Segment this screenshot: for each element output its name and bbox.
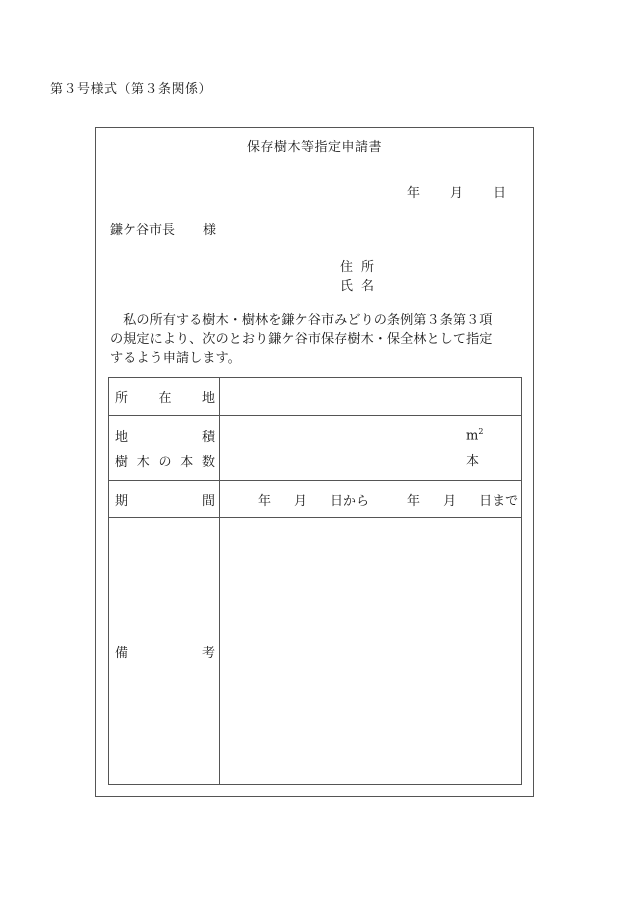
application-statement bbox=[110, 311, 524, 368]
form-number: 第３号様式（第３条関係） bbox=[50, 82, 213, 97]
applicant-name-label: 氏名 bbox=[340, 279, 383, 294]
period-fields bbox=[220, 490, 521, 509]
document-title: 保存樹木等指定申請書 bbox=[246, 140, 382, 155]
period-month-from: 月 bbox=[294, 493, 308, 509]
period-day-from: 日から bbox=[330, 493, 370, 509]
area-unit bbox=[466, 427, 483, 443]
statement-line: 私の所有する樹木・樹林を鎌ケ谷市みどりの条例第３条第３項 bbox=[110, 313, 493, 328]
area-unit-base: m bbox=[466, 428, 479, 444]
period-input-cell[interactable] bbox=[220, 481, 522, 518]
application-form bbox=[95, 127, 534, 797]
table-row-remarks bbox=[109, 518, 522, 785]
area-input-cell[interactable] bbox=[220, 416, 522, 481]
table-row-area bbox=[109, 416, 522, 481]
tree-count-unit: 本 bbox=[466, 453, 480, 469]
table-row-location bbox=[109, 378, 522, 416]
addressee-name: 鎌ケ谷市長 bbox=[110, 223, 176, 238]
remarks-label-cell bbox=[109, 518, 220, 785]
location-label: 所 在 地 bbox=[115, 391, 215, 406]
tree-count-label: 樹 木 の 本 数 bbox=[115, 455, 215, 470]
addressee bbox=[110, 219, 216, 238]
date-year-label: 年 bbox=[407, 186, 421, 201]
addressee-honorific: 様 bbox=[203, 223, 217, 238]
statement-line: するよう申請します。 bbox=[110, 351, 241, 366]
remarks-label: 備 考 bbox=[115, 645, 215, 661]
area-unit-superscript: 2 bbox=[478, 427, 484, 437]
application-table bbox=[108, 377, 522, 785]
area-label-cell bbox=[109, 416, 220, 481]
period-label: 期 間 bbox=[115, 493, 215, 509]
period-month-to: 月 bbox=[443, 493, 457, 509]
applicant-address-label: 住所 bbox=[340, 260, 383, 275]
remarks-input-cell[interactable] bbox=[220, 518, 522, 785]
period-label-cell bbox=[109, 481, 220, 518]
date-day-label: 日 bbox=[493, 186, 507, 201]
statement-line: の規定により、次のとおり鎌ケ谷市保存樹木・保全林として指定 bbox=[110, 332, 493, 347]
location-input-cell[interactable] bbox=[220, 378, 522, 416]
date-month-label: 月 bbox=[450, 186, 464, 201]
period-year-to: 年 bbox=[407, 493, 421, 509]
location-label-cell bbox=[109, 378, 220, 416]
table-row-period bbox=[109, 481, 522, 518]
area-label: 地 積 bbox=[115, 430, 215, 445]
period-year-from: 年 bbox=[258, 493, 272, 509]
period-day-to: 日まで bbox=[479, 493, 519, 509]
